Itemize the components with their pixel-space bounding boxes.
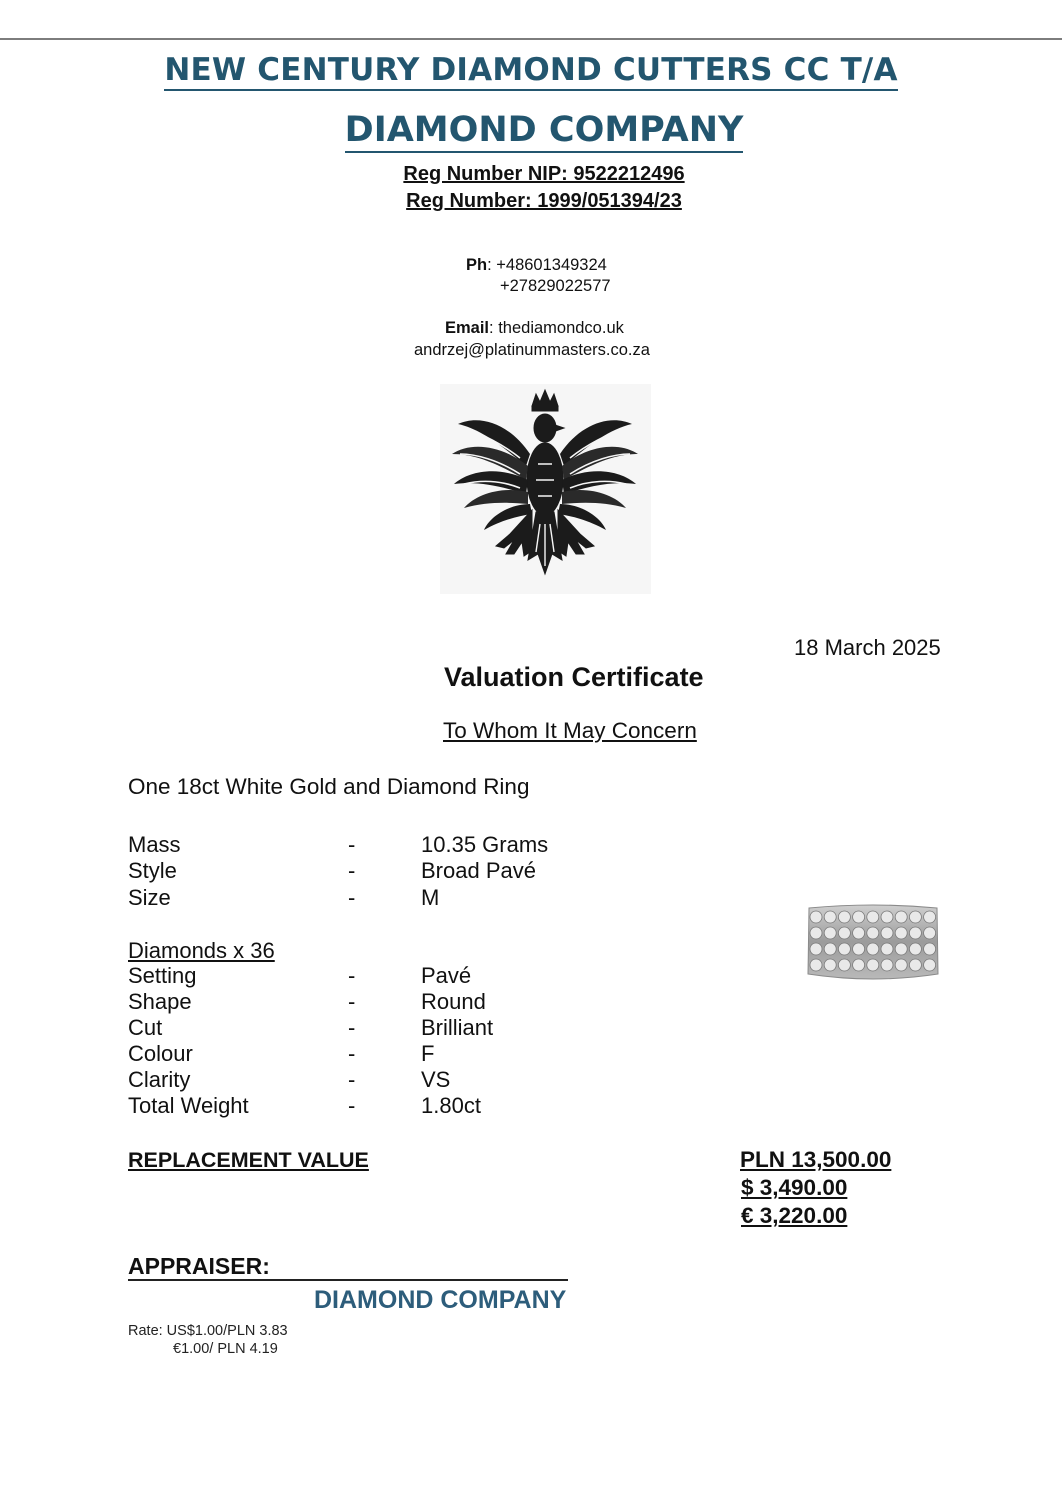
pave-stone xyxy=(881,927,893,939)
pave-stone xyxy=(824,927,836,939)
spec-value: F xyxy=(421,1041,435,1066)
pave-stone xyxy=(924,959,936,971)
email-line-1: Email: thediamondco.uk xyxy=(445,319,624,337)
pave-stone xyxy=(853,959,865,971)
exchange-rate-eur: €1.00/ PLN 4.19 xyxy=(173,1341,278,1357)
spec-label: Mass xyxy=(128,832,181,857)
spec-label: Size xyxy=(128,885,171,910)
spec-value: VS xyxy=(421,1067,451,1092)
pave-stone xyxy=(810,943,822,955)
spec-value: Broad Pavé xyxy=(421,858,536,883)
pave-stone xyxy=(853,911,865,923)
spec-dash: - xyxy=(348,1041,356,1066)
pave-stone xyxy=(881,959,893,971)
phone-line-2: +27829022577 xyxy=(500,277,611,295)
appraiser-company: DIAMOND COMPANY xyxy=(314,1286,567,1314)
pave-stone xyxy=(895,927,907,939)
pave-stone xyxy=(824,911,836,923)
pave-stone xyxy=(838,911,850,923)
value-eur: € 3,220.00 xyxy=(741,1203,848,1228)
company-full-name: NEW CENTURY DIAMOND CUTTERS CC T/A xyxy=(0,52,1062,88)
pave-stone xyxy=(810,959,822,971)
spec-label: Shape xyxy=(128,989,192,1014)
eagle-emblem-icon xyxy=(440,384,651,594)
spec-dash: - xyxy=(348,1067,356,1092)
exchange-rate-usd: Rate: US$1.00/PLN 3.83 xyxy=(128,1323,288,1339)
spec-value: M xyxy=(421,885,440,910)
spec-dash: - xyxy=(348,858,356,883)
pave-stone xyxy=(810,911,822,923)
pave-stone xyxy=(909,911,921,923)
spec-value: Brilliant xyxy=(421,1015,494,1040)
pave-stone xyxy=(909,959,921,971)
pave-stone xyxy=(867,911,879,923)
pave-stone xyxy=(810,927,822,939)
diamond-ring-photo-icon xyxy=(806,904,940,982)
value-usd: $ 3,490.00 xyxy=(741,1175,848,1200)
email-line-2: andrzej@platinummasters.co.za xyxy=(414,341,650,359)
pave-stone xyxy=(895,959,907,971)
reg-number-nip: Reg Number NIP: 9522212496 xyxy=(403,163,685,185)
diamonds-heading: Diamonds x 36 xyxy=(128,938,275,963)
spec-value: 1.80ct xyxy=(421,1093,481,1118)
spec-dash: - xyxy=(348,963,356,988)
spec-dash: - xyxy=(348,1015,356,1040)
pave-stone xyxy=(824,943,836,955)
spec-dash: - xyxy=(348,885,356,910)
pave-stone xyxy=(924,911,936,923)
signature-line xyxy=(128,1279,568,1281)
pave-stone xyxy=(838,927,850,939)
pave-stone xyxy=(853,943,865,955)
spec-label: Style xyxy=(128,858,177,883)
phone-line-1: Ph: +48601349324 xyxy=(466,256,607,274)
replacement-value-label: REPLACEMENT VALUE xyxy=(128,1148,369,1172)
spec-label: Colour xyxy=(128,1041,193,1066)
pave-stone xyxy=(881,911,893,923)
spec-label: Total Weight xyxy=(128,1093,249,1118)
pave-stone xyxy=(909,927,921,939)
pave-stone xyxy=(895,943,907,955)
appraiser-label: APPRAISER: xyxy=(128,1253,270,1279)
pave-stone xyxy=(824,959,836,971)
spec-dash: - xyxy=(348,989,356,1014)
spec-label: Clarity xyxy=(128,1067,191,1092)
pave-stone xyxy=(838,959,850,971)
pave-stone xyxy=(895,911,907,923)
pave-stone xyxy=(867,959,879,971)
certificate-title: Valuation Certificate xyxy=(444,662,704,692)
value-pln: PLN 13,500.00 xyxy=(740,1147,892,1172)
pave-stone xyxy=(924,943,936,955)
certificate-date: 18 March 2025 xyxy=(794,635,941,660)
pave-stone xyxy=(838,943,850,955)
pave-stone xyxy=(867,943,879,955)
spec-label: Cut xyxy=(128,1015,163,1040)
reg-number: Reg Number: 1999/051394/23 xyxy=(406,190,682,212)
pave-stone xyxy=(924,927,936,939)
spec-dash: - xyxy=(348,832,356,857)
pave-stone xyxy=(867,927,879,939)
spec-label: Setting xyxy=(128,963,197,988)
spec-value: Round xyxy=(421,989,486,1014)
pave-stone xyxy=(909,943,921,955)
spec-value: Pavé xyxy=(421,963,472,988)
pave-stone xyxy=(853,927,865,939)
item-description: One 18ct White Gold and Diamond Ring xyxy=(128,774,530,799)
spec-dash: - xyxy=(348,1093,356,1118)
top-rule xyxy=(0,38,1062,40)
salutation: To Whom It May Concern xyxy=(443,718,697,743)
pave-stone xyxy=(881,943,893,955)
company-trade-name: DIAMOND COMPANY xyxy=(0,110,1062,150)
spec-value: 10.35 Grams xyxy=(421,832,549,857)
